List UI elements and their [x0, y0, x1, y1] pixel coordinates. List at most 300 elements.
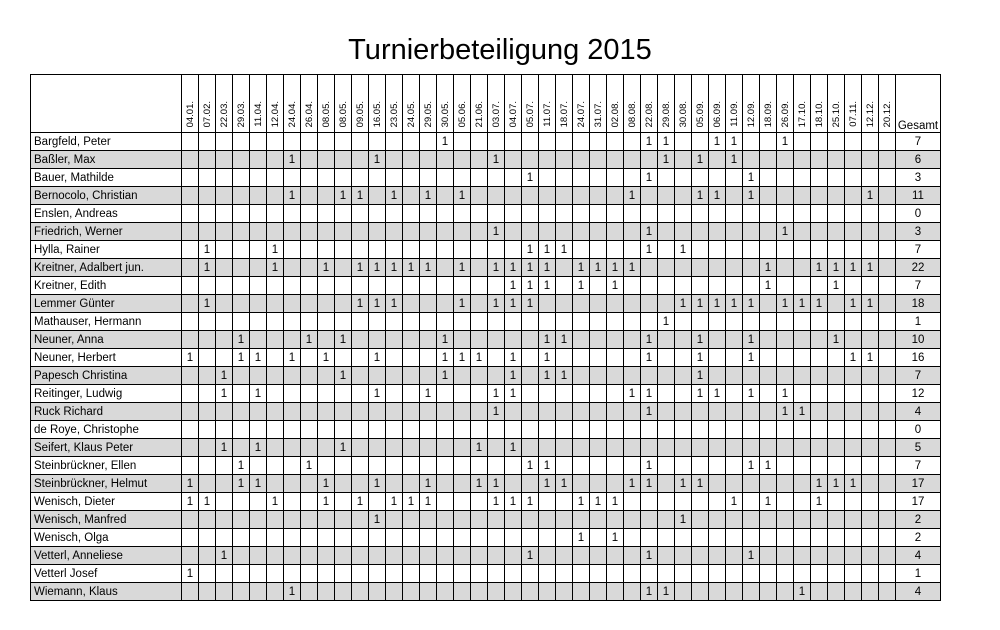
total-cell: 1	[896, 313, 941, 331]
participation-mark: 1	[182, 475, 199, 493]
empty-cell	[318, 277, 335, 295]
participation-mark: 1	[641, 475, 658, 493]
empty-cell	[199, 223, 216, 241]
empty-cell	[692, 313, 709, 331]
participation-mark: 1	[862, 259, 879, 277]
participation-mark: 1	[539, 349, 556, 367]
empty-cell	[726, 529, 743, 547]
empty-cell	[284, 547, 301, 565]
date-column-header	[709, 75, 726, 133]
date-column-header	[352, 75, 369, 133]
empty-cell	[403, 367, 420, 385]
empty-cell	[182, 439, 199, 457]
empty-cell	[335, 475, 352, 493]
empty-cell	[811, 439, 828, 457]
participation-mark: 1	[641, 223, 658, 241]
table-row	[31, 421, 941, 439]
empty-cell	[845, 205, 862, 223]
empty-cell	[675, 169, 692, 187]
empty-cell	[641, 529, 658, 547]
empty-cell	[879, 421, 896, 439]
empty-cell	[726, 313, 743, 331]
participation-mark: 1	[692, 475, 709, 493]
player-name: Neuner, Anna	[31, 331, 182, 349]
empty-cell	[675, 313, 692, 331]
participation-mark: 1	[420, 385, 437, 403]
participation-mark: 1	[199, 493, 216, 511]
empty-cell	[182, 385, 199, 403]
participation-mark: 1	[437, 349, 454, 367]
empty-cell	[658, 331, 675, 349]
participation-mark: 1	[845, 259, 862, 277]
empty-cell	[386, 547, 403, 565]
empty-cell	[301, 439, 318, 457]
empty-cell	[573, 151, 590, 169]
empty-cell	[420, 205, 437, 223]
empty-cell	[301, 259, 318, 277]
total-cell: 7	[896, 241, 941, 259]
empty-cell	[386, 223, 403, 241]
empty-cell	[369, 367, 386, 385]
empty-cell	[335, 277, 352, 295]
participation-mark: 1	[454, 349, 471, 367]
participation-mark: 1	[539, 259, 556, 277]
participation-mark: 1	[862, 187, 879, 205]
player-name: Seifert, Klaus Peter	[31, 439, 182, 457]
empty-cell	[284, 241, 301, 259]
empty-cell	[811, 565, 828, 583]
empty-cell	[658, 385, 675, 403]
empty-cell	[743, 421, 760, 439]
empty-cell	[233, 403, 250, 421]
empty-cell	[726, 439, 743, 457]
empty-cell	[199, 511, 216, 529]
empty-cell	[624, 457, 641, 475]
empty-cell	[760, 205, 777, 223]
empty-cell	[267, 475, 284, 493]
empty-cell	[522, 133, 539, 151]
participation-mark: 1	[488, 475, 505, 493]
participation-mark: 1	[658, 151, 675, 169]
empty-cell	[437, 295, 454, 313]
empty-cell	[743, 259, 760, 277]
empty-cell	[182, 133, 199, 151]
empty-cell	[539, 295, 556, 313]
participation-mark: 1	[709, 187, 726, 205]
empty-cell	[624, 583, 641, 601]
empty-cell	[658, 421, 675, 439]
empty-cell	[250, 565, 267, 583]
empty-cell	[454, 457, 471, 475]
participation-mark: 1	[505, 277, 522, 295]
empty-cell	[216, 583, 233, 601]
empty-cell	[811, 331, 828, 349]
empty-cell	[658, 241, 675, 259]
empty-cell	[250, 403, 267, 421]
empty-cell	[505, 529, 522, 547]
empty-cell	[386, 169, 403, 187]
empty-cell	[403, 151, 420, 169]
participation-mark: 1	[811, 295, 828, 313]
participation-mark: 1	[369, 475, 386, 493]
empty-cell	[556, 349, 573, 367]
empty-cell	[845, 565, 862, 583]
participation-mark: 1	[760, 457, 777, 475]
empty-cell	[726, 277, 743, 295]
participation-mark: 1	[743, 385, 760, 403]
empty-cell	[760, 421, 777, 439]
empty-cell	[437, 151, 454, 169]
table-row	[31, 349, 941, 367]
empty-cell	[420, 223, 437, 241]
empty-cell	[454, 421, 471, 439]
participation-mark: 1	[250, 439, 267, 457]
empty-cell	[318, 133, 335, 151]
date-label: 30.08.	[677, 100, 689, 127]
participation-mark: 1	[675, 511, 692, 529]
empty-cell	[505, 313, 522, 331]
date-label: 06.09.	[711, 100, 723, 127]
empty-cell	[488, 511, 505, 529]
empty-cell	[318, 205, 335, 223]
participation-mark: 1	[199, 259, 216, 277]
empty-cell	[624, 277, 641, 295]
participation-mark: 1	[743, 187, 760, 205]
empty-cell	[182, 367, 199, 385]
participation-mark: 1	[845, 475, 862, 493]
empty-cell	[352, 205, 369, 223]
participation-mark: 1	[284, 583, 301, 601]
empty-cell	[794, 493, 811, 511]
empty-cell	[386, 475, 403, 493]
empty-cell	[607, 241, 624, 259]
empty-cell	[828, 151, 845, 169]
empty-cell	[301, 349, 318, 367]
empty-cell	[624, 331, 641, 349]
participation-mark: 1	[335, 331, 352, 349]
empty-cell	[658, 403, 675, 421]
empty-cell	[692, 511, 709, 529]
empty-cell	[182, 511, 199, 529]
empty-cell	[573, 385, 590, 403]
empty-cell	[692, 583, 709, 601]
empty-cell	[250, 493, 267, 511]
empty-cell	[794, 313, 811, 331]
empty-cell	[675, 493, 692, 511]
participation-mark: 1	[539, 475, 556, 493]
empty-cell	[590, 313, 607, 331]
empty-cell	[437, 205, 454, 223]
date-label: 31.07.	[592, 100, 604, 127]
empty-cell	[454, 547, 471, 565]
player-name: Wenisch, Olga	[31, 529, 182, 547]
participation-mark: 1	[726, 151, 743, 169]
empty-cell	[182, 583, 199, 601]
participation-mark: 1	[369, 349, 386, 367]
participation-mark: 1	[641, 169, 658, 187]
empty-cell	[777, 331, 794, 349]
empty-cell	[590, 349, 607, 367]
participation-mark: 1	[607, 529, 624, 547]
empty-cell	[437, 313, 454, 331]
participation-mark: 1	[250, 349, 267, 367]
empty-cell	[505, 511, 522, 529]
participation-mark: 1	[862, 295, 879, 313]
empty-cell	[352, 547, 369, 565]
empty-cell	[811, 313, 828, 331]
table-row	[31, 313, 941, 331]
participation-mark: 1	[743, 295, 760, 313]
empty-cell	[573, 313, 590, 331]
empty-cell	[641, 511, 658, 529]
empty-cell	[267, 331, 284, 349]
empty-cell	[318, 403, 335, 421]
participation-mark: 1	[828, 259, 845, 277]
total-cell: 10	[896, 331, 941, 349]
date-column-header	[284, 75, 301, 133]
participation-mark: 1	[539, 367, 556, 385]
empty-cell	[760, 403, 777, 421]
empty-cell	[267, 457, 284, 475]
table-row	[31, 403, 941, 421]
empty-cell	[573, 565, 590, 583]
empty-cell	[284, 529, 301, 547]
empty-cell	[692, 493, 709, 511]
empty-cell	[794, 241, 811, 259]
date-label: 18.07.	[558, 100, 570, 127]
empty-cell	[267, 151, 284, 169]
empty-cell	[284, 475, 301, 493]
empty-cell	[726, 547, 743, 565]
player-name: Vetterl Josef	[31, 565, 182, 583]
empty-cell	[862, 205, 879, 223]
participation-mark: 1	[845, 295, 862, 313]
empty-cell	[505, 421, 522, 439]
date-column-header	[182, 75, 199, 133]
empty-cell	[539, 403, 556, 421]
empty-cell	[675, 259, 692, 277]
empty-cell	[420, 457, 437, 475]
player-name: Neuner, Herbert	[31, 349, 182, 367]
empty-cell	[267, 403, 284, 421]
empty-cell	[522, 529, 539, 547]
participation-mark: 1	[488, 151, 505, 169]
empty-cell	[352, 241, 369, 259]
empty-cell	[828, 349, 845, 367]
total-cell: 7	[896, 367, 941, 385]
participation-mark: 1	[301, 457, 318, 475]
empty-cell	[233, 241, 250, 259]
date-label: 21.06.	[473, 100, 485, 127]
empty-cell	[845, 277, 862, 295]
date-label: 02.08.	[609, 100, 621, 127]
date-column-header	[777, 75, 794, 133]
table-row	[31, 511, 941, 529]
date-column-header	[471, 75, 488, 133]
empty-cell	[658, 169, 675, 187]
empty-cell	[828, 457, 845, 475]
empty-cell	[539, 439, 556, 457]
empty-cell	[182, 331, 199, 349]
empty-cell	[352, 511, 369, 529]
empty-cell	[250, 295, 267, 313]
empty-cell	[845, 133, 862, 151]
total-cell: 16	[896, 349, 941, 367]
empty-cell	[556, 313, 573, 331]
empty-cell	[403, 223, 420, 241]
empty-cell	[726, 223, 743, 241]
empty-cell	[216, 511, 233, 529]
participation-mark: 1	[403, 493, 420, 511]
participation-mark: 1	[267, 493, 284, 511]
empty-cell	[437, 277, 454, 295]
date-column-header	[505, 75, 522, 133]
empty-cell	[811, 403, 828, 421]
empty-cell	[267, 169, 284, 187]
empty-cell	[692, 205, 709, 223]
empty-cell	[811, 151, 828, 169]
empty-cell	[522, 565, 539, 583]
empty-cell	[488, 547, 505, 565]
empty-cell	[692, 421, 709, 439]
empty-cell	[675, 403, 692, 421]
empty-cell	[420, 331, 437, 349]
empty-cell	[250, 151, 267, 169]
empty-cell	[573, 223, 590, 241]
player-name: Friedrich, Werner	[31, 223, 182, 241]
participation-mark: 1	[454, 295, 471, 313]
participation-mark: 1	[675, 475, 692, 493]
table-row	[31, 151, 941, 169]
empty-cell	[352, 331, 369, 349]
empty-cell	[437, 187, 454, 205]
empty-cell	[267, 547, 284, 565]
empty-cell	[301, 493, 318, 511]
player-name: Steinbrückner, Ellen	[31, 457, 182, 475]
empty-cell	[607, 331, 624, 349]
empty-cell	[794, 259, 811, 277]
table-row	[31, 529, 941, 547]
empty-cell	[811, 529, 828, 547]
empty-cell	[607, 421, 624, 439]
empty-cell	[488, 133, 505, 151]
empty-cell	[318, 331, 335, 349]
empty-cell	[556, 169, 573, 187]
empty-cell	[539, 583, 556, 601]
empty-cell	[777, 583, 794, 601]
participation-mark: 1	[437, 367, 454, 385]
empty-cell	[709, 223, 726, 241]
empty-cell	[709, 313, 726, 331]
empty-cell	[420, 151, 437, 169]
empty-cell	[879, 403, 896, 421]
empty-cell	[335, 583, 352, 601]
empty-cell	[624, 223, 641, 241]
empty-cell	[556, 439, 573, 457]
date-column-header	[794, 75, 811, 133]
empty-cell	[335, 403, 352, 421]
empty-cell	[369, 331, 386, 349]
empty-cell	[437, 385, 454, 403]
empty-cell	[199, 151, 216, 169]
empty-cell	[590, 583, 607, 601]
empty-cell	[794, 421, 811, 439]
empty-cell	[216, 187, 233, 205]
empty-cell	[607, 223, 624, 241]
empty-cell	[641, 151, 658, 169]
empty-cell	[862, 151, 879, 169]
empty-cell	[743, 583, 760, 601]
empty-cell	[284, 439, 301, 457]
empty-cell	[471, 223, 488, 241]
empty-cell	[743, 403, 760, 421]
empty-cell	[743, 565, 760, 583]
participation-mark: 1	[420, 259, 437, 277]
empty-cell	[250, 511, 267, 529]
empty-cell	[556, 403, 573, 421]
table-row	[31, 493, 941, 511]
total-cell: 7	[896, 133, 941, 151]
empty-cell	[794, 475, 811, 493]
participation-mark: 1	[522, 493, 539, 511]
empty-cell	[658, 511, 675, 529]
empty-cell	[471, 277, 488, 295]
empty-cell	[199, 403, 216, 421]
empty-cell	[539, 187, 556, 205]
player-name: Wiemann, Klaus	[31, 583, 182, 601]
empty-cell	[641, 493, 658, 511]
empty-cell	[488, 583, 505, 601]
empty-cell	[301, 151, 318, 169]
empty-cell	[590, 277, 607, 295]
empty-cell	[692, 457, 709, 475]
empty-cell	[794, 511, 811, 529]
empty-cell	[471, 421, 488, 439]
total-cell: 12	[896, 385, 941, 403]
participation-mark: 1	[522, 241, 539, 259]
empty-cell	[335, 565, 352, 583]
empty-cell	[794, 133, 811, 151]
empty-cell	[454, 385, 471, 403]
empty-cell	[386, 403, 403, 421]
participation-mark: 1	[216, 439, 233, 457]
date-column-header	[879, 75, 896, 133]
participation-mark: 1	[199, 295, 216, 313]
participation-mark: 1	[386, 259, 403, 277]
total-cell: 22	[896, 259, 941, 277]
date-column-header	[862, 75, 879, 133]
participation-mark: 1	[726, 493, 743, 511]
empty-cell	[386, 511, 403, 529]
empty-cell	[726, 475, 743, 493]
empty-cell	[862, 403, 879, 421]
empty-cell	[369, 421, 386, 439]
empty-cell	[607, 439, 624, 457]
player-name: Bernocolo, Christian	[31, 187, 182, 205]
empty-cell	[216, 493, 233, 511]
empty-cell	[301, 133, 318, 151]
date-label: 07.02.	[201, 100, 213, 127]
empty-cell	[828, 511, 845, 529]
empty-cell	[301, 547, 318, 565]
player-name: Kreitner, Adalbert jun.	[31, 259, 182, 277]
empty-cell	[318, 385, 335, 403]
empty-cell	[675, 547, 692, 565]
empty-cell	[250, 241, 267, 259]
empty-cell	[709, 547, 726, 565]
empty-cell	[641, 205, 658, 223]
empty-cell	[488, 421, 505, 439]
